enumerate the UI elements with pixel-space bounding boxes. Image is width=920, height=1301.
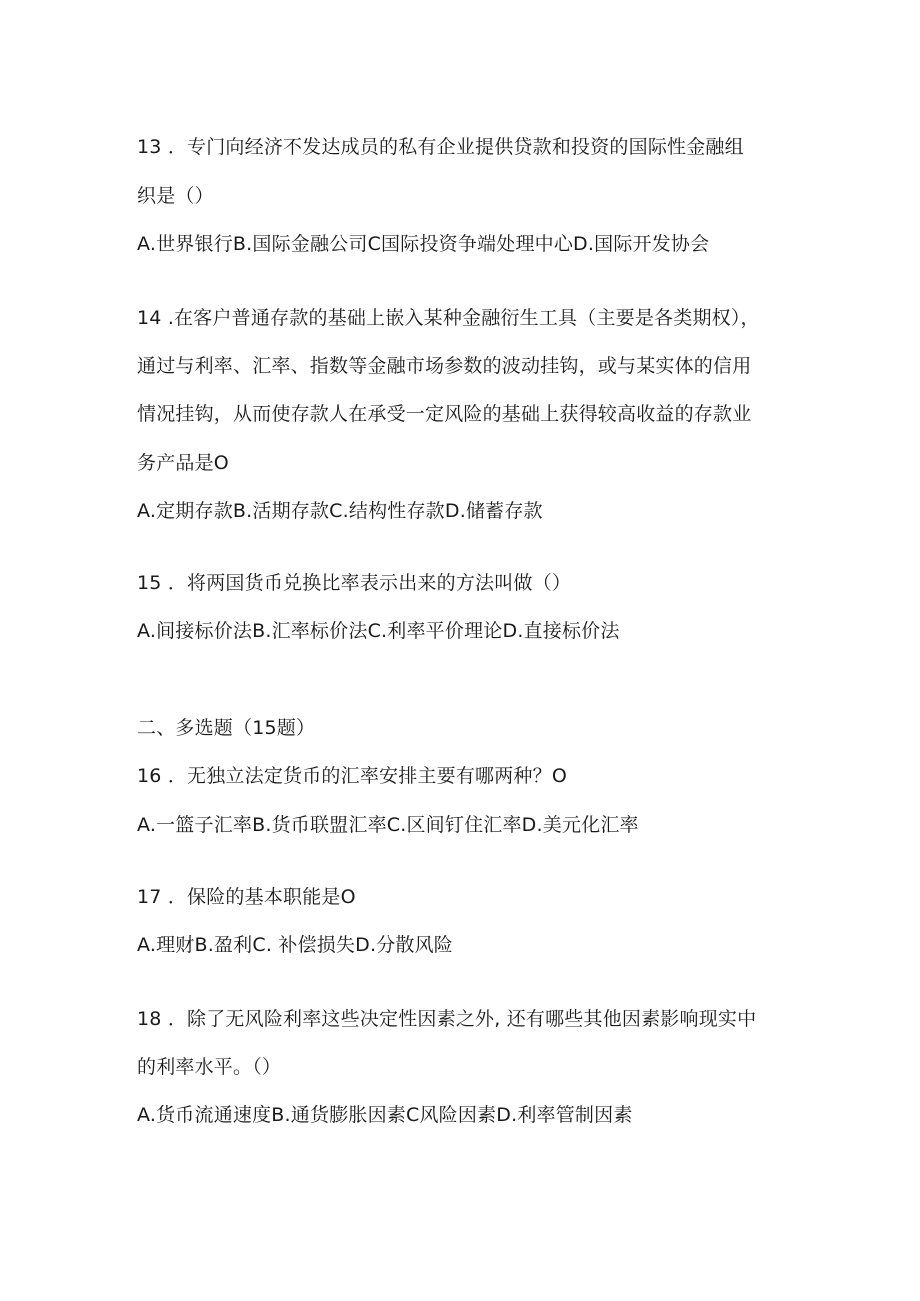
- question-14-stem-line-1: 14 .在客户普通存款的基础上嵌入某种金融衍生工具（主要是各类期权），: [137, 307, 760, 329]
- question-13-stem-line-2: 织是（）: [137, 185, 214, 207]
- question-15-stem-line-1: 15 ．将两国货币兑换比率表示出来的方法叫做（）: [137, 572, 572, 594]
- question-18-options: A.货币流通速度B.通货膨胀因素C风险因素D.利率管制因素: [137, 1104, 633, 1126]
- question-17-options: A.理财B.盈利C. 补偿损失D.分散风险: [137, 934, 453, 956]
- question-17-stem-line-1: 17 ．保险的基本职能是O: [137, 886, 356, 908]
- question-14-stem-line-3: 情况挂钩，从而使存款人在承受一定风险的基础上获得较高收益的存款业: [137, 403, 752, 425]
- question-16-options: A.一篮子汇率B.货币联盟汇率C.区间钉住汇率D.美元化汇率: [137, 814, 639, 836]
- question-13-stem-line-1: 13 ．专门向经济不发达成员的私有企业提供贷款和投资的国际性金融组: [137, 136, 744, 158]
- question-18-stem-line-1: 18 ．除了无风险利率这些决定性因素之外, 还有哪些其他因素影响现实中: [137, 1008, 757, 1030]
- question-18-stem-line-2: 的利率水平。（）: [137, 1056, 282, 1078]
- question-14-stem-line-4: 务产品是O: [137, 452, 229, 474]
- question-13-options: A.世界银行B.国际金融公司C国际投资争端处理中心D.国际开发协会: [137, 233, 710, 255]
- question-15-options: A.间接标价法B.汇率标价法C.利率平价理论D.直接标价法: [137, 620, 620, 642]
- section-heading-multiple-choice: 二、多选题（15题）: [137, 717, 316, 739]
- question-14-stem-line-2: 通过与利率、汇率、指数等金融市场参数的波动挂钩，或与某实体的信用: [137, 355, 752, 377]
- question-16-stem-line-1: 16 ．无独立法定货币的汇率安排主要有哪两种？O: [137, 765, 567, 787]
- question-14-options: A.定期存款B.活期存款C.结构性存款D.储蓄存款: [137, 500, 543, 522]
